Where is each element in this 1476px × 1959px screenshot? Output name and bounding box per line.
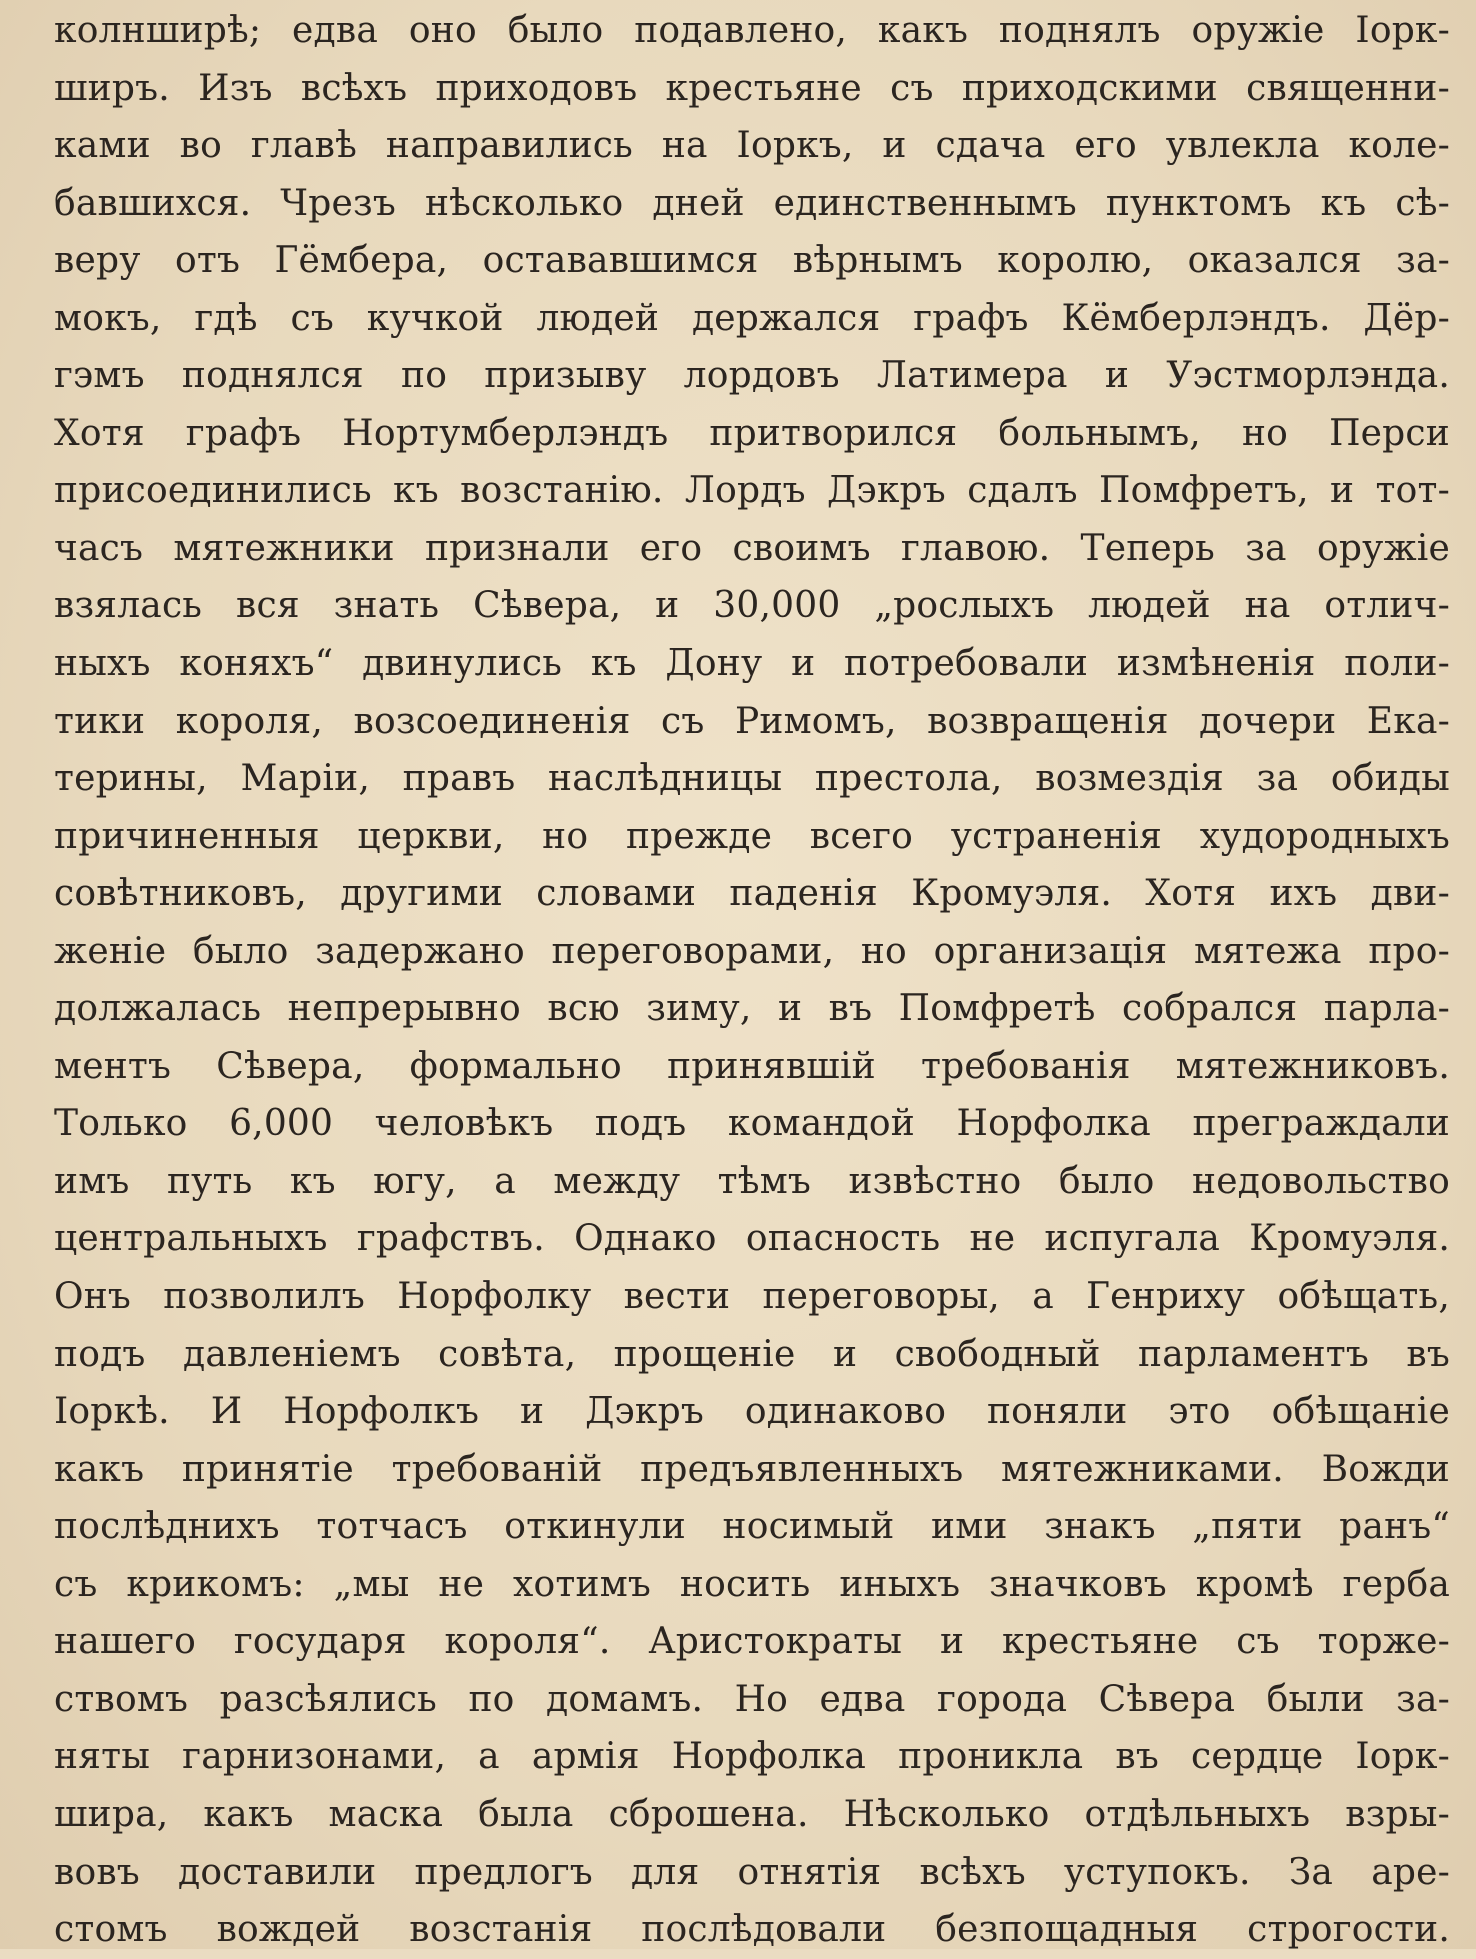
text-line: Онъ позволилъ Норфолку вести переговоры, а Генриху обѣщать, [54, 1276, 1450, 1318]
text-line: тики короля, возсоединенія съ Римомъ, возвращенія дочери Ека- [54, 700, 1450, 742]
body-text [54, 2, 1450, 1959]
text-line: взялась вся знать Сѣвера, и 30,000 „рослыхъ людей на отлич- [54, 585, 1450, 627]
text-line: терины, Маріи, правъ наслѣдницы престола, возмездія за обиды [54, 758, 1450, 800]
text-line: центральныхъ графствъ. Однако опасность не испугала Кромуэля. [54, 1218, 1450, 1260]
text-line: подъ давленіемъ совѣта, прощеніе и свободный парламентъ въ [54, 1333, 1450, 1375]
text-line: гэмъ поднялся по призыву лордовъ Латимера и Уэстморлэнда. [54, 355, 1450, 397]
text-line: Только 6,000 человѣкъ подъ командой Норфолка преграждали [54, 1103, 1450, 1145]
text-line: нашего государя короля“. Аристократы и крестьяне съ торже- [54, 1621, 1450, 1663]
text-line: совѣтниковъ, другими словами паденія Кромуэля. Хотя ихъ дви- [54, 873, 1450, 915]
text-line: няты гарнизонами, а армія Норфолка проникла въ сердце Іорк- [54, 1736, 1450, 1778]
text-line: какъ принятіе требованій предъявленныхъ мятежниками. Вожди [54, 1448, 1450, 1490]
text-line: Іоркѣ. И Норфолкъ и Дэкръ одинаково поняли это обѣщаніе [54, 1391, 1450, 1433]
text-line: часъ мятежники признали его своимъ главою. Теперь за оружіе [54, 527, 1450, 569]
text-line: Хотя графъ Нортумберлэндъ притворился больнымъ, но Перси [54, 412, 1450, 454]
text-line: шира, какъ маска была сброшена. Нѣсколько отдѣльныхъ взры- [54, 1793, 1450, 1835]
text-line: веру отъ Гёмбера, остававшимся вѣрнымъ королю, оказался за- [54, 240, 1450, 282]
text-line: съ крикомъ: „мы не хотимъ носить иныхъ значковъ кромѣ герба [54, 1563, 1450, 1605]
text-line: мокъ, гдѣ съ кучкой людей держался графъ Кёмберлэндъ. Дёр- [54, 297, 1450, 339]
text-line: ками во главѣ направились на Іоркъ, и сдача его увлекла коле- [54, 125, 1450, 167]
text-line: колнширѣ; едва оно было подавлено, какъ поднялъ оружіе Іорк- [54, 10, 1450, 51]
text-line: вовъ доставили предлогъ для отнятія всѣхъ уступокъ. За аре- [54, 1851, 1450, 1893]
text-line: причиненныя церкви, но прежде всего устраненія худородныхъ [54, 815, 1450, 857]
text-line: бавшихся. Чрезъ нѣсколько дней единственнымъ пунктомъ къ сѣ- [54, 182, 1450, 224]
text-line: ствомъ разсѣялись по домамъ. Но едва города Сѣвера были за- [54, 1678, 1450, 1720]
text-line: ныхъ коняхъ“ двинулись къ Дону и потребовали измѣненія поли- [54, 643, 1450, 685]
text-line: женіе было задержано переговорами, но организація мятежа про- [54, 930, 1450, 972]
text-line: ментъ Сѣвера, формально принявшій требованія мятежниковъ. [54, 1045, 1450, 1087]
text-line: стомъ вождей возстанія послѣдовали безпощадныя строгости. [54, 1909, 1450, 1951]
text-line: ширъ. Изъ всѣхъ приходовъ крестьяне съ приходскими священни- [54, 67, 1450, 109]
text-line: имъ путь къ югу, а между тѣмъ извѣстно было недовольство [54, 1160, 1450, 1202]
text-line: послѣднихъ тотчасъ откинули носимый ими знакъ „пяти ранъ“ [54, 1506, 1450, 1548]
text-line: присоединились къ возстанію. Лордъ Дэкръ сдалъ Помфретъ, и тот- [54, 470, 1450, 512]
text-line: должалась непрерывно всю зиму, и въ Помфретѣ собрался парла- [54, 988, 1450, 1030]
